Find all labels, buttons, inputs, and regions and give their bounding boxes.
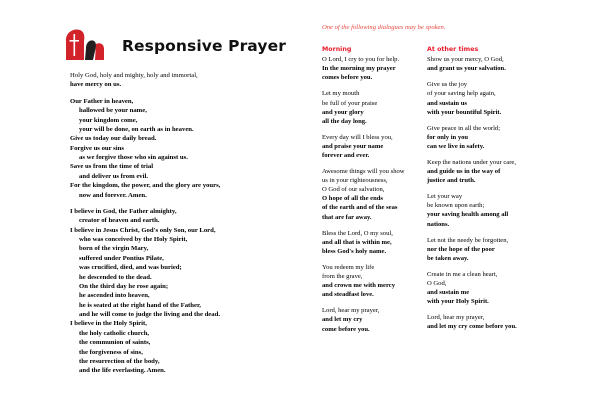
- response-line: For the kingdom, the power, and the glory are yours,: [70, 182, 221, 190]
- response-line: justice and truth.: [427, 177, 476, 185]
- response-line: he descended to the dead.: [79, 273, 152, 281]
- response-line: comes before you.: [322, 74, 373, 82]
- versicle-line: be known upon earth;: [427, 202, 485, 210]
- response-line: with your bountiful Spirit.: [427, 108, 502, 116]
- response-line: and your glory: [322, 108, 364, 116]
- response-line: as we forgive those who sin against us.: [79, 154, 188, 161]
- response-line: and sustain us: [427, 99, 467, 107]
- response-line: suffered under Pontius Pilate,: [79, 254, 164, 262]
- response-line: can we live in safety.: [427, 142, 485, 150]
- response-line: now and forever. Amen.: [79, 191, 147, 199]
- response-line: and the life everlasting. Amen.: [79, 367, 166, 375]
- response-line: forever and ever.: [322, 152, 370, 160]
- response-line: I believe in God, the Father almighty,: [70, 207, 177, 215]
- church-logo-icon: [62, 26, 108, 66]
- response-line: and let my cry come before you.: [427, 323, 517, 331]
- versicle-line: from the grave,: [322, 273, 363, 281]
- response-line: your will be done, on earth as in heaven.: [79, 125, 194, 133]
- response-line: he ascended into heaven,: [79, 292, 150, 300]
- versicle-line: O God,: [427, 280, 447, 288]
- prayer-block: [322, 55, 426, 82]
- response-line: and grant us your salvation.: [427, 65, 506, 73]
- response-line: bless God's holy name.: [322, 247, 387, 255]
- versicle-line: Lord, hear my prayer,: [427, 314, 485, 322]
- prayer-column-left: [70, 71, 304, 376]
- response-line: the resurrection of the body,: [79, 357, 160, 365]
- versicle-line: Holy God, holy and mighty, holy and immortal,: [70, 72, 198, 79]
- versicle-line: Bless the Lord, O my soul,: [322, 229, 393, 237]
- response-line: and all that is within me,: [322, 238, 392, 246]
- versicle-line: Create in me a clean heart,: [427, 270, 498, 278]
- prayer-block: [70, 71, 304, 90]
- prayer-block: [427, 55, 551, 73]
- versicle-line: Show us your mercy, O God,: [427, 56, 504, 64]
- response-line: Forgive us our sins: [70, 144, 124, 152]
- response-line: he is seated at the right hand of the Father,: [79, 301, 201, 309]
- response-line: who was conceived by the Holy Spirit,: [79, 236, 188, 243]
- versicle-line: of your saving help again,: [427, 90, 496, 98]
- response-line: Save us from the time of trial: [70, 163, 154, 171]
- response-line: I believe in Jesus Christ, God's only Son, our Lord,: [70, 226, 216, 234]
- response-line: and crown me with mercy: [322, 282, 396, 290]
- response-line: and let my cry: [322, 316, 363, 324]
- response-line: was crucified, died, and was buried;: [79, 264, 182, 272]
- prayer-block: [427, 313, 551, 331]
- prayer-block: [427, 124, 551, 151]
- response-line: of the earth and of the seas: [322, 204, 398, 212]
- versicle-line: Give us the joy: [427, 81, 468, 89]
- dialogue-column-morning: [322, 46, 426, 334]
- response-line: and guide us in the way of: [427, 168, 501, 176]
- prayer-block: [322, 167, 426, 222]
- response-line: the communion of saints,: [79, 339, 151, 347]
- response-line: On the third day he rose again;: [79, 282, 169, 290]
- response-line: creator of heaven and earth.: [79, 217, 160, 225]
- response-line: have mercy on us.: [70, 81, 122, 89]
- response-line: and deliver us from evil.: [79, 172, 149, 180]
- response-line: nations.: [427, 220, 450, 228]
- response-line: I believe in the Holy Spirit,: [70, 320, 147, 328]
- response-line: hallowed be your name,: [79, 107, 147, 115]
- response-line: nor the hope of the poor: [427, 245, 495, 253]
- versicle-line: Let my mouth: [322, 90, 360, 98]
- response-line: Our Father in heaven,: [70, 97, 134, 105]
- response-line: for only in you: [427, 133, 469, 141]
- response-line: come before you.: [322, 325, 370, 333]
- response-line: all the day long.: [322, 117, 367, 125]
- versicle-line: us in your righteousness,: [322, 177, 388, 185]
- column-heading-other-times: At other times: [427, 46, 479, 53]
- prayer-block: [322, 306, 426, 333]
- versicle-line: be full of your praise: [322, 99, 378, 107]
- versicle-line: O God of our salvation,: [322, 186, 385, 194]
- prayer-block: [427, 158, 551, 185]
- versicle-line: Keep the nations under your care,: [427, 159, 516, 167]
- morning-blocks: [322, 55, 426, 333]
- response-line: In the morning my prayer: [322, 65, 396, 73]
- versicle-line: Let not the needy be forgotten,: [427, 236, 509, 244]
- column-heading-morning: Morning: [322, 46, 352, 53]
- prayer-block: [427, 236, 551, 263]
- response-line: Give us today our daily bread.: [70, 135, 157, 143]
- versicle-line: Lord, hear my prayer,: [322, 307, 380, 315]
- response-line: and steadfast love.: [322, 291, 374, 299]
- prayer-block: [427, 192, 551, 228]
- versicle-line: Awesome things will you show: [322, 168, 405, 176]
- versicle-line: O Lord, I cry to you for help.: [322, 56, 400, 64]
- response-line: the forgiveness of sins,: [79, 348, 143, 356]
- versicle-line: Give peace in all the world;: [427, 124, 501, 132]
- response-line: born of the virgin Mary,: [79, 245, 149, 253]
- prayer-block: [70, 207, 304, 376]
- other-times-blocks: [427, 55, 551, 331]
- page-title: Responsive Prayer: [122, 37, 286, 55]
- versicle-line: You redeem my life: [322, 263, 375, 271]
- response-line: be taken away.: [427, 254, 469, 262]
- prayer-block: [322, 133, 426, 160]
- prayer-block: [322, 229, 426, 256]
- prayer-block: [322, 263, 426, 299]
- response-line: O hope of all the ends: [322, 195, 383, 203]
- prayer-block: [427, 80, 551, 116]
- versicle-line: Every day will I bless you,: [322, 133, 393, 141]
- prayer-block: [70, 97, 304, 200]
- response-line: the holy catholic church,: [79, 329, 150, 337]
- response-line: and he will come to judge the living and the dead.: [79, 311, 221, 318]
- response-line: your saving health among all: [427, 211, 509, 219]
- response-line: with your Holy Spirit.: [427, 298, 489, 306]
- versicle-line: Let your way: [427, 193, 463, 201]
- prayer-block: [322, 89, 426, 125]
- prayer-block: [427, 270, 551, 306]
- response-line: that are far away.: [322, 213, 372, 221]
- dialogue-column-other-times: [427, 46, 551, 332]
- rubric-note: One of the following dialogues may be spoken.: [322, 24, 446, 31]
- response-line: and sustain me: [427, 289, 470, 297]
- response-line: your kingdom come,: [79, 116, 138, 124]
- response-line: and praise your name: [322, 142, 384, 150]
- page-header: [62, 26, 286, 66]
